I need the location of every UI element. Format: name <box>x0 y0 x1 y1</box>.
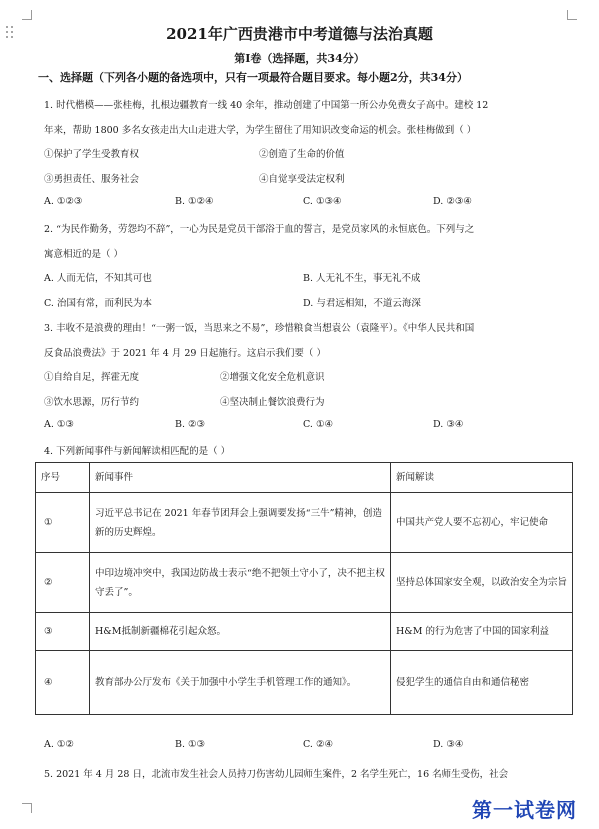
table-row <box>36 651 573 715</box>
q1-stem-line2: 年来，帮助 1800 多名女孩走出大山走进大学，为学生留住了用知识改变命运的机会。张桂梅做到（ ） <box>44 125 477 136</box>
news-event: 习近平总书记在 2021 年春节团拜会上强调要发扬“三牛”精神，创造新的历史辉煌。 <box>90 493 391 553</box>
q2-option-b: B. 人无礼不生，事无礼不成 <box>303 273 421 284</box>
q3-stem-line2: 反食品浪费法》于 2021 年 4 月 29 日起施行。这启示我们要（ ） <box>44 348 326 359</box>
news-event: 教育部办公厅发布《关于加强中小学生手机管理工作的通知》。 <box>90 651 391 715</box>
news-reading: 中国共产党人要不忘初心，牢记使命 <box>391 493 573 553</box>
crop-mark-bottom-left <box>22 803 32 813</box>
page-title: 2021年广西贵港市中考道德与法治真题 <box>166 25 433 43</box>
q1-option-b: B. ①②④ <box>175 196 214 207</box>
q1-statement-1: ①保护了学生受教育权 <box>44 149 140 160</box>
row-number: ③ <box>36 613 90 651</box>
q2-option-a: A. 人而无信，不知其可也 <box>44 273 152 284</box>
table-row <box>36 613 573 651</box>
q2-stem-line1: 2. “为民作勤务，劳怨均不辞”，一心为民是党员干部浴于血的誓言，是党员家风的永恒底色。下列与之 <box>44 224 475 235</box>
q3-option-c: C. ①④ <box>303 419 334 430</box>
news-reading: 侵犯学生的通信自由和通信秘密 <box>391 651 573 715</box>
q3-statement-3: ③饮水思源，厉行节约 <box>44 397 140 408</box>
q3-option-a: A. ①③ <box>44 419 74 430</box>
q3-option-d: D. ③④ <box>433 419 464 430</box>
q1-option-d: D. ②③④ <box>433 196 472 207</box>
table-row <box>36 493 573 553</box>
news-event: H&M抵制新疆棉花引起众怒。 <box>90 613 391 651</box>
q4-stem: 4. 下列新闻事件与新闻解读相匹配的是（ ） <box>44 446 231 457</box>
site-watermark-logo: 第一试卷网 <box>472 798 577 822</box>
q1-statement-2: ②创造了生命的价值 <box>259 149 345 160</box>
q2-option-d: D. 与君远相知，不道云海深 <box>303 298 421 309</box>
q3-stem-line1: 3. 丰收不是浪费的理由！“一粥一饭，当思来之不易”，珍惜粮食当想袁公（袁隆平）。《中华人民共和国 <box>44 323 475 334</box>
news-reading: H&M 的行为危害了中国的国家利益 <box>391 613 573 651</box>
table-header-cell: 新闻事件 <box>90 463 391 493</box>
table-row <box>36 553 573 613</box>
row-number: ② <box>36 553 90 613</box>
table-header-cell: 序号 <box>36 463 90 493</box>
news-reading: 坚持总体国家安全观，以政治安全为宗旨 <box>391 553 573 613</box>
q3-statement-4: ④坚决制止餐饮浪费行为 <box>220 397 325 408</box>
q1-statement-3: ③勇担责任、服务社会 <box>44 174 140 185</box>
q4-option-c: C. ②④ <box>303 739 334 750</box>
news-table <box>35 462 573 715</box>
q2-option-c: C. 治国有常，而利民为本 <box>44 298 152 309</box>
q4-option-b: B. ①③ <box>175 739 206 750</box>
part-subtitle: 第Ⅰ卷（选择题，共34分） <box>234 52 365 65</box>
table-header-cell: 新闻解读 <box>391 463 573 493</box>
q2-stem-line2: 寓意相近的是（ ） <box>44 249 124 260</box>
q3-statement-1: ①自给自足，挥霍无度 <box>44 372 140 383</box>
q5-stem-line1: 5. 2021 年 4 月 28 日，北流市发生社会人员持刀伤害幼儿园师生案件，2 名学生死亡，16 名师生受伤，社会 <box>44 769 509 780</box>
q3-option-b: B. ②③ <box>175 419 206 430</box>
q3-statement-2: ②增强文化安全危机意识 <box>220 372 325 383</box>
crop-mark-top-left <box>22 10 32 20</box>
crop-mark-top-right <box>567 10 577 20</box>
q1-statement-4: ④自觉享受法定权利 <box>259 174 345 185</box>
news-event: 中印边境冲突中，我国边防战士表示“绝不把领土守小了，决不把主权守丢了”。 <box>90 553 391 613</box>
q1-option-c: C. ①③④ <box>303 196 342 207</box>
q1-stem-line1: 1. 时代楷模——张桂梅，扎根边疆教育一线 40 余年，推动创建了中国第一所公办免费女子高中。建校 12 <box>44 100 489 111</box>
q4-option-d: D. ③④ <box>433 739 464 750</box>
section-heading: 一、选择题（下列各小题的备选项中，只有一项最符合题目要求。每小题2分，共34分） <box>38 71 468 84</box>
q1-option-a: A. ①②③ <box>44 196 83 207</box>
q4-option-a: A. ①② <box>44 739 74 750</box>
table-header-row <box>36 463 573 493</box>
row-number: ④ <box>36 651 90 715</box>
row-number: ① <box>36 493 90 553</box>
